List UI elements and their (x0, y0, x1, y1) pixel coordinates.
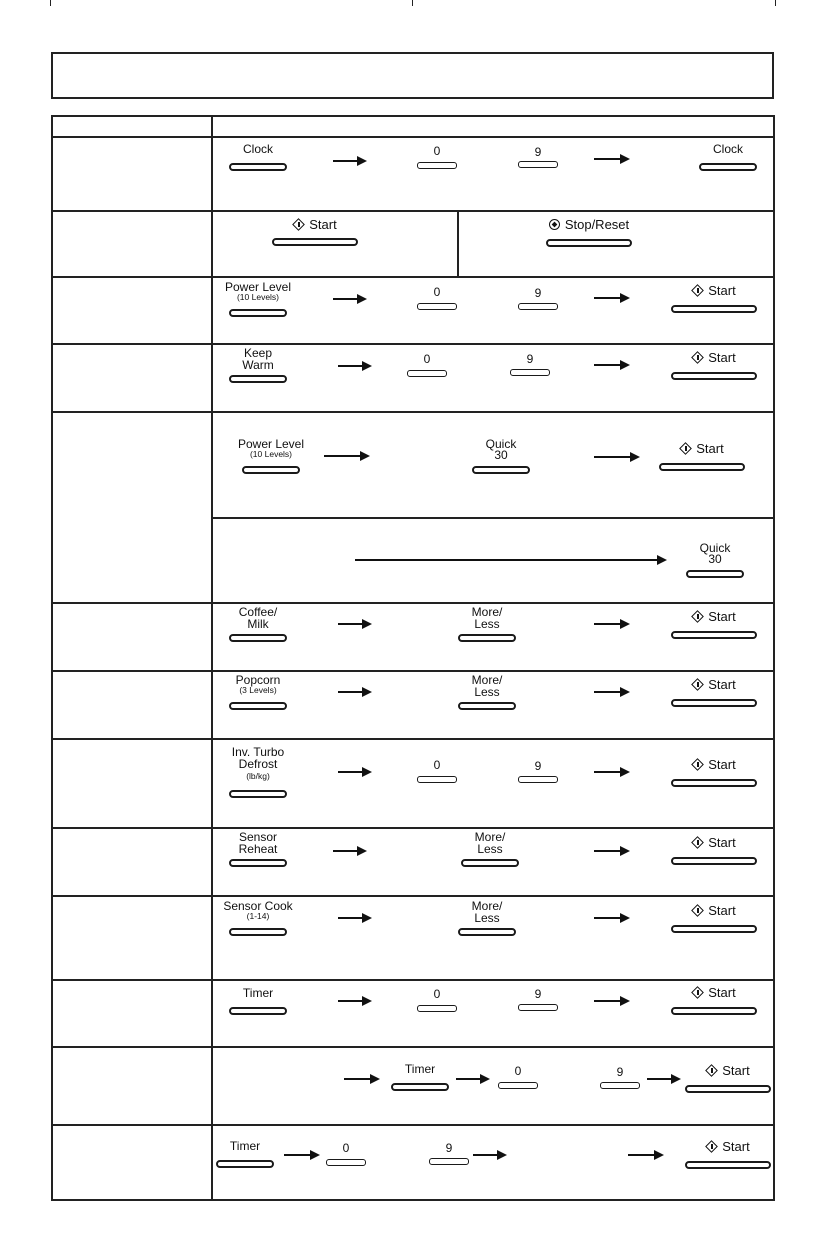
start-label (651, 611, 777, 623)
more-label: More/ (471, 673, 503, 687)
right-arrow-icon (338, 362, 372, 370)
row-line (51, 895, 775, 897)
stop-reset-text: Stop/Reset (564, 217, 630, 232)
digit-0-label: 0 (433, 285, 441, 299)
digit-0-button (417, 759, 457, 783)
right-arrow-icon (594, 768, 630, 776)
start-key (671, 699, 757, 707)
popcorn-key (229, 702, 287, 710)
digit-9-label: 9 (616, 1065, 624, 1079)
start-diamond-icon (692, 759, 703, 770)
start-key (671, 372, 757, 380)
start-key (671, 857, 757, 865)
right-arrow-icon (333, 157, 367, 165)
header-row-line (51, 136, 775, 138)
start-button (671, 611, 757, 639)
start-label (651, 285, 777, 297)
right-arrow-icon (338, 620, 372, 628)
sensor-cook-button (223, 899, 293, 936)
digit-0-key (326, 1159, 366, 1166)
stop-reset-button (546, 219, 632, 247)
clock-key (699, 163, 757, 171)
clock-key (229, 163, 287, 171)
more-less-key (458, 702, 516, 710)
row-line (51, 1046, 775, 1048)
crop-mark-center (412, 0, 413, 6)
start-text: Start (708, 350, 736, 365)
start-label (651, 352, 777, 364)
start-diamond-icon (680, 443, 691, 454)
start-text: Start (708, 985, 736, 1000)
digit-9-key (518, 161, 558, 168)
row-line (51, 210, 775, 212)
digit-9-label: 9 (534, 286, 542, 300)
start-diamond-icon (692, 611, 703, 622)
crop-mark-left (50, 0, 51, 6)
stop-reset-key (546, 239, 632, 247)
power-level-button (237, 437, 305, 474)
quick-label: Quick (485, 437, 517, 451)
more-less-key (458, 634, 516, 642)
start-text: Start (708, 757, 736, 772)
start-key (671, 925, 757, 933)
right-arrow-icon (473, 1151, 507, 1159)
start-text: Start (708, 677, 736, 692)
digit-9-button (510, 353, 550, 376)
start-label (651, 837, 777, 849)
digit-0-label: 0 (433, 758, 441, 772)
less-label: Less (474, 911, 500, 925)
quick-30-key (472, 466, 530, 474)
start-text: Start (722, 1063, 750, 1078)
start-label (651, 759, 777, 771)
start-text: Start (708, 835, 736, 850)
sensor-cook-key (229, 928, 287, 936)
start-text: Start (309, 217, 337, 232)
more-less-key (458, 928, 516, 936)
power-level-label: Power Level (237, 437, 305, 451)
right-arrow-icon (594, 620, 630, 628)
digit-0-label: 0 (433, 987, 441, 1001)
start-text: Start (696, 441, 724, 456)
start-key (272, 238, 358, 246)
keep-warm-button (229, 347, 287, 383)
timer-label: Timer (404, 1062, 436, 1076)
digit-9-key (518, 303, 558, 310)
clock-button (229, 143, 287, 171)
coffee-milk-button (229, 606, 287, 642)
start-stop-divider (457, 211, 459, 277)
right-arrow-icon (324, 452, 370, 460)
coffee-milk-key (229, 634, 287, 642)
power-level-button (224, 280, 292, 317)
digit-0-key (417, 1005, 457, 1012)
right-arrow-icon (338, 688, 372, 696)
start-label (651, 987, 777, 999)
popcorn-label: Popcorn (235, 673, 281, 687)
timer-button (229, 987, 287, 1015)
power-level-label: Power Level (224, 280, 292, 294)
start-diamond-icon (706, 1065, 717, 1076)
digit-0-label: 0 (433, 144, 441, 158)
timer-key (216, 1160, 274, 1168)
right-arrow-icon (594, 688, 630, 696)
start-key (671, 1007, 757, 1015)
digit-9-label: 9 (445, 1141, 453, 1155)
start-diamond-icon (293, 219, 304, 230)
digit-9-button (518, 146, 558, 168)
more-label: More/ (471, 899, 503, 913)
right-arrow-icon (338, 914, 372, 922)
start-button (671, 679, 757, 707)
crop-mark-right (775, 0, 776, 6)
start-key (671, 779, 757, 787)
popcorn-button (229, 674, 287, 710)
timer-key (391, 1083, 449, 1091)
digit-9-key (429, 1158, 469, 1165)
start-label (639, 443, 765, 455)
start-label (665, 1065, 791, 1077)
right-arrow-icon (594, 294, 630, 302)
digit-0-label: 0 (423, 352, 431, 366)
start-button (685, 1141, 771, 1169)
digit-9-button (518, 988, 558, 1011)
start-button (671, 905, 757, 933)
start-button (671, 285, 757, 313)
more-less-key (461, 859, 519, 867)
right-arrow-icon (628, 1151, 664, 1159)
start-diamond-icon (692, 285, 703, 296)
digit-9-key (518, 1004, 558, 1011)
sensor-reheat-key (229, 859, 287, 867)
more-label: More/ (471, 605, 503, 619)
digit-9-key (518, 776, 558, 783)
right-arrow-icon (594, 997, 630, 1005)
digit-0-button (417, 145, 457, 169)
quick-30-label: 30 (494, 448, 508, 462)
digit-0-button (407, 353, 447, 377)
clock-button (699, 143, 757, 171)
timer-button (216, 1140, 274, 1168)
digit-0-key (417, 303, 457, 310)
less-label: Less (474, 685, 500, 699)
start-label (651, 905, 777, 917)
keep-label: Keep (243, 346, 273, 360)
start-button (272, 219, 358, 246)
digit-0-button (498, 1065, 538, 1089)
more-less-button (458, 674, 516, 710)
warm-label: Warm (242, 358, 274, 372)
defrost-label: Defrost (238, 757, 278, 771)
start-diamond-icon (692, 679, 703, 690)
start-text: Start (708, 283, 736, 298)
timer-key (229, 1007, 287, 1015)
power-level-sublabel: (10 Levels) (249, 449, 293, 459)
start-key (685, 1161, 771, 1169)
start-label (665, 1141, 791, 1153)
digit-9-key (600, 1082, 640, 1089)
digit-0-label: 0 (342, 1141, 350, 1155)
start-diamond-icon (692, 352, 703, 363)
power-level-sublabel: (10 Levels) (236, 292, 280, 302)
start-key (659, 463, 745, 471)
quick-label: Quick (699, 541, 731, 555)
digit-9-key (510, 369, 550, 376)
stop-reset-label (526, 219, 652, 231)
row-line (51, 1124, 775, 1126)
milk-label: Milk (247, 617, 269, 631)
start-text: Start (708, 609, 736, 624)
right-arrow-icon (594, 453, 640, 461)
right-arrow-icon (344, 1075, 380, 1083)
power-level-key (229, 309, 287, 317)
digit-0-button (326, 1142, 366, 1166)
more-less-button (458, 900, 516, 936)
right-arrow-icon (333, 295, 367, 303)
title-box (51, 52, 774, 99)
clock-label: Clock (242, 142, 273, 156)
digit-9-button (600, 1066, 640, 1089)
digit-9-label: 9 (534, 987, 542, 1001)
digit-9-label: 9 (534, 759, 542, 773)
start-button (671, 759, 757, 787)
digit-0-key (417, 162, 457, 169)
start-diamond-icon (692, 905, 703, 916)
start-button (671, 837, 757, 865)
stop-circle-icon (549, 219, 560, 230)
timer-label: Timer (242, 986, 274, 1000)
digit-9-label: 9 (526, 352, 534, 366)
sensor-label: Sensor (238, 830, 278, 844)
right-arrow-icon (355, 556, 667, 564)
row-line (51, 670, 775, 672)
more-less-button (458, 606, 516, 642)
row-line (51, 276, 775, 278)
sensor-reheat-button (229, 831, 287, 867)
start-text: Start (722, 1139, 750, 1154)
quick-30-button (686, 542, 744, 578)
digit-0-label: 0 (514, 1064, 522, 1078)
right-arrow-icon (594, 155, 630, 163)
start-key (671, 305, 757, 313)
row-line (51, 343, 775, 345)
coffee-label: Coffee/ (238, 605, 278, 619)
less-label: Less (477, 842, 503, 856)
popcorn-sublabel: (3 Levels) (239, 685, 277, 695)
right-arrow-icon (338, 768, 372, 776)
start-key (671, 631, 757, 639)
less-label: Less (474, 617, 500, 631)
subrow-line (211, 517, 775, 519)
defrost-sublabel: (lb/kg) (246, 771, 270, 781)
inv-turbo-defrost-key (229, 790, 287, 798)
timer-button (391, 1063, 449, 1091)
digit-0-button (417, 988, 457, 1012)
right-arrow-icon (333, 847, 367, 855)
row-line (51, 738, 775, 740)
row-line (51, 602, 775, 604)
start-key (685, 1085, 771, 1093)
digit-9-button (518, 760, 558, 783)
reheat-label: Reheat (238, 842, 278, 856)
digit-0-key (498, 1082, 538, 1089)
start-text: Start (708, 903, 736, 918)
digit-0-key (417, 776, 457, 783)
keep-warm-key (229, 375, 287, 383)
right-arrow-icon (594, 847, 630, 855)
clock-label: Clock (712, 142, 743, 156)
start-diamond-icon (692, 837, 703, 848)
start-diamond-icon (692, 987, 703, 998)
right-arrow-icon (338, 997, 372, 1005)
start-diamond-icon (706, 1141, 717, 1152)
more-label: More/ (474, 830, 506, 844)
digit-0-key (407, 370, 447, 377)
right-arrow-icon (594, 361, 630, 369)
quick-30-label: 30 (708, 552, 722, 566)
inv-turbo-label: Inv. Turbo (231, 745, 285, 759)
more-less-button (461, 831, 519, 867)
start-label (651, 679, 777, 691)
digit-0-button (417, 286, 457, 310)
start-button (671, 352, 757, 380)
power-level-key (242, 466, 300, 474)
timer-label: Timer (229, 1139, 261, 1153)
right-arrow-icon (594, 914, 630, 922)
inv-turbo-defrost-button (229, 746, 287, 798)
sensor-cook-label: Sensor Cook (223, 899, 293, 913)
digit-9-button (518, 287, 558, 310)
start-button (671, 987, 757, 1015)
start-button (659, 443, 745, 471)
row-line (51, 827, 775, 829)
quick-30-key (686, 570, 744, 578)
quick-30-button (472, 438, 530, 474)
start-button (685, 1065, 771, 1093)
digit-9-button (429, 1142, 469, 1165)
start-label (252, 219, 378, 231)
row-line (51, 979, 775, 981)
digit-9-label: 9 (534, 145, 542, 159)
sensor-cook-sublabel: (1-14) (246, 911, 270, 921)
row-line (51, 411, 775, 413)
